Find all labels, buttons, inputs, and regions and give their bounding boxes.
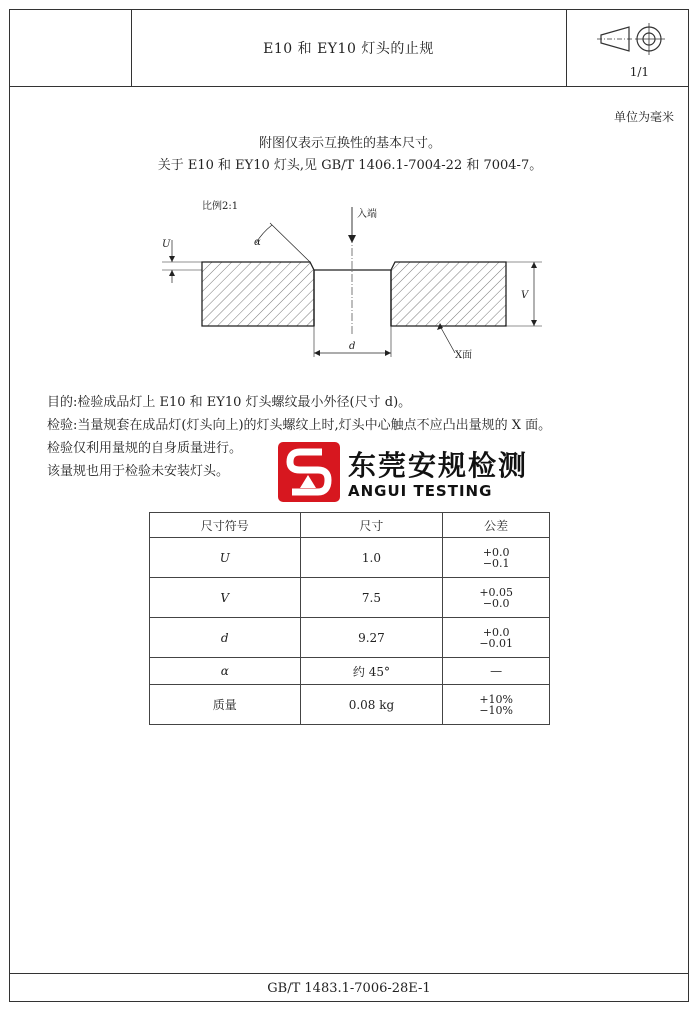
table-row: [150, 658, 550, 685]
intro-line-2: 关于 E10 和 EY10 灯头,见 GB/T 1406.1-7004-22 和 7004-7。: [157, 158, 543, 173]
cell-size: 9.27: [300, 618, 443, 658]
gauge-body-right: [391, 262, 506, 326]
page-title: E10 和 EY10 灯头的止规: [263, 40, 434, 57]
cell-tolerance: [443, 538, 550, 578]
tol-lower: −0.0: [482, 596, 510, 610]
tol-upper: +0.05: [479, 585, 514, 599]
tol-upper: +0.0: [482, 625, 510, 639]
inspection-text: 检验:当量规套在成品灯(灯头向上)的灯头螺纹上时,灯头中心触点不应凸出量规的 X 面。: [47, 418, 552, 433]
watermark-company-cn: 东莞安规检测: [348, 449, 529, 482]
cell-symbol: U: [150, 538, 301, 578]
gauge-body-left: [202, 262, 314, 326]
table-header-row: [150, 513, 550, 538]
intro-line-1: 附图仅表示互换性的基本尺寸。: [258, 136, 441, 151]
title-block: [9, 9, 689, 87]
unit-note: 单位为毫米: [613, 110, 674, 124]
col-header-size: 尺寸: [300, 513, 443, 538]
cell-symbol: V: [150, 578, 301, 618]
unmounted-caps-text: 该量规也用于检验未安装灯头。: [47, 464, 230, 479]
table-row: [150, 538, 550, 578]
dim-V-label: V: [521, 290, 529, 301]
tol-upper: +0.0: [482, 545, 510, 559]
dim-d-label: d: [349, 341, 356, 352]
table-row: [150, 685, 550, 725]
cell-size: 7.5: [300, 578, 443, 618]
tol-lower: −0.1: [482, 556, 510, 570]
entry-label: 入端: [357, 209, 377, 220]
document-number: GB/T 1483.1-7006-28E-1: [9, 973, 689, 1002]
cell-tolerance: [443, 685, 550, 725]
dim-U-label: U: [162, 239, 171, 250]
table-row: [150, 618, 550, 658]
x-face-label: X面: [455, 350, 473, 361]
cell-tolerance: [443, 618, 550, 658]
tol-upper: +10%: [479, 692, 513, 706]
tol-lower: −10%: [479, 703, 513, 717]
first-angle-projection-icon: [597, 21, 669, 57]
gauge-drawing: [150, 195, 550, 375]
title-block-left-cell: [9, 9, 132, 86]
col-header-symbol: 尺寸符号: [150, 513, 301, 538]
self-weight-text: 检验仅利用量规的自身质量进行。: [47, 441, 243, 456]
cell-tolerance: [443, 578, 550, 618]
sheet-number: 1/1: [629, 65, 649, 79]
cell-size: 0.08 kg: [300, 685, 443, 725]
dimension-table: [149, 512, 550, 725]
table-row: [150, 578, 550, 618]
purpose-text: 目的:检验成品灯上 E10 和 EY10 灯头螺纹最小外径(尺寸 d)。: [47, 395, 412, 410]
cell-size: 约 45°: [300, 658, 443, 685]
dim-alpha-label: α: [254, 237, 261, 248]
cell-symbol: 质量: [150, 685, 301, 725]
cell-size: 1.0: [300, 538, 443, 578]
cell-tolerance: —: [443, 658, 550, 685]
angui-logo-icon: [278, 442, 340, 502]
watermark-company-en: ANGUI TESTING: [348, 482, 493, 500]
watermark: [278, 442, 528, 504]
cell-symbol: d: [150, 618, 301, 658]
cell-symbol: α: [150, 658, 301, 685]
title-block-right-cell: [566, 9, 689, 86]
scale-label: 比例2:1: [202, 201, 239, 212]
tol-lower: −0.01: [479, 636, 514, 650]
col-header-tolerance: 公差: [443, 513, 550, 538]
